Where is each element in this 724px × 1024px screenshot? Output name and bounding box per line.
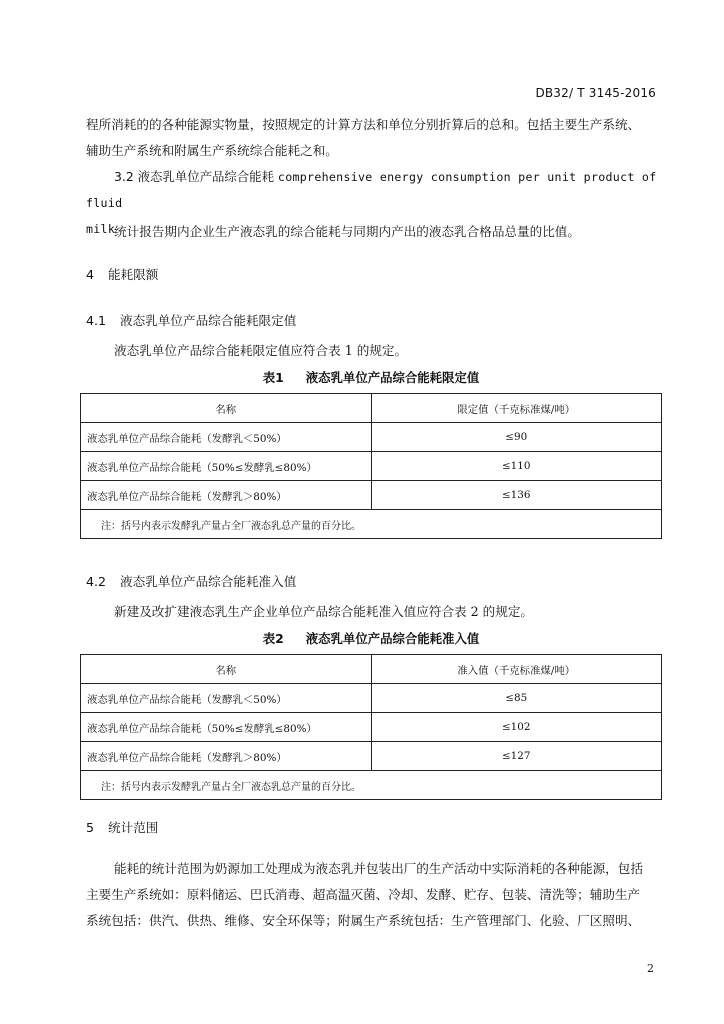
table-1 xyxy=(80,393,662,539)
table-cell-name: 液态乳单位产品综合能耗（50%≤发酵乳≤80%） xyxy=(81,713,372,742)
definition-term-en-2: milk xyxy=(86,222,116,236)
table-2 xyxy=(80,654,662,800)
section-5-line-3: 系统包括：供汽、供热、维修、安全环保等；附属生产系统包括：生产管理部门、化验、厂区照明、 xyxy=(86,913,641,928)
section-5-line-1: 能耗的统计范围为奶源加工处理成为液态乳并包装出厂的生产活动中实际消耗的各种能源，包括 xyxy=(114,861,643,876)
section-4-2-text: 新建及改扩建液态乳生产企业单位产品综合能耗准入值应符合表 2 的规定。 xyxy=(114,604,534,619)
table-1-header-name: 名称 xyxy=(81,394,372,423)
intro-line-2: 辅助生产系统和附属生产系统综合能耗之和。 xyxy=(86,143,338,158)
definition-text: 统计报告期内企业生产液态乳的综合能耗与同期内产出的液态乳合格品总量的比值。 xyxy=(114,224,580,239)
section-4-2-heading xyxy=(86,571,296,590)
table-cell-value: ≤136 xyxy=(371,481,662,510)
table-row xyxy=(81,742,662,771)
table-1-header-value: 限定值（千克标准煤/吨） xyxy=(371,394,662,423)
table-row xyxy=(81,452,662,481)
table-2-note: 注：括号内表示发酵乳产量占全厂液态乳总产量的百分比。 xyxy=(81,771,662,800)
table-row xyxy=(81,481,662,510)
table-1-note: 注：括号内表示发酵乳产量占全厂液态乳总产量的百分比。 xyxy=(81,510,662,539)
table-cell-name: 液态乳单位产品综合能耗（发酵乳＜50%） xyxy=(81,684,372,713)
section-4-1-heading xyxy=(86,310,296,329)
table-1-note-row xyxy=(81,510,662,539)
table-cell-name: 液态乳单位产品综合能耗（50%≤发酵乳≤80%） xyxy=(81,452,372,481)
table-row xyxy=(81,713,662,742)
table-cell-name: 液态乳单位产品综合能耗（发酵乳＞80%） xyxy=(81,742,372,771)
section-4-1-text: 液态乳单位产品综合能耗限定值应符合表 1 的规定。 xyxy=(114,343,408,358)
table-row xyxy=(81,423,662,452)
section-4-1-number: 4.1 xyxy=(86,313,107,328)
definition-term-cn: 液态乳单位产品综合能耗 xyxy=(137,169,274,184)
section-4-number: 4 xyxy=(86,267,95,282)
table-2-header-value: 准入值（千克标准煤/吨） xyxy=(371,655,662,684)
section-4-title: 能耗限额 xyxy=(108,267,159,282)
table-2-title: 液态乳单位产品综合能耗准入值 xyxy=(305,631,480,646)
standard-code-header: DB32/ T 3145-2016 xyxy=(535,86,656,100)
table-cell-value: ≤110 xyxy=(371,452,662,481)
intro-paragraph xyxy=(86,112,661,164)
table-cell-value: ≤102 xyxy=(371,713,662,742)
section-5-line-2: 主要生产系统如：原料储运、巴氏消毒、超高温灭菌、冷却、发酵、贮存、包装、清洗等；辅助生产 xyxy=(86,887,641,902)
table-1-label: 表1 xyxy=(262,370,284,385)
section-5-title: 统计范围 xyxy=(108,820,159,835)
section-5-heading xyxy=(86,817,158,836)
table-1-header-row xyxy=(81,394,662,423)
section-4-2-title: 液态乳单位产品综合能耗准入值 xyxy=(120,574,297,589)
table-2-note-row xyxy=(81,771,662,800)
section-4-1-title: 液态乳单位产品综合能耗限定值 xyxy=(120,313,297,328)
section-5-paragraph xyxy=(86,856,661,934)
table-2-header-row xyxy=(81,655,662,684)
section-4-2-number: 4.2 xyxy=(86,574,107,589)
table-cell-name: 液态乳单位产品综合能耗（发酵乳＜50%） xyxy=(81,423,372,452)
table-row xyxy=(81,684,662,713)
page-number: 2 xyxy=(647,962,654,975)
definition-number: 3.2 xyxy=(114,169,134,184)
table-2-header-name: 名称 xyxy=(81,655,372,684)
table-2-label: 表2 xyxy=(262,631,284,646)
table-2-caption xyxy=(80,629,662,647)
table-1-title: 液态乳单位产品综合能耗限定值 xyxy=(305,370,480,385)
table-cell-value: ≤85 xyxy=(371,684,662,713)
intro-line-1: 程所消耗的的各种能源实物量，按照规定的计算方法和单位分别折算后的总和。包括主要生产系统、 xyxy=(86,117,641,132)
table-1-caption xyxy=(80,368,662,386)
section-5-number: 5 xyxy=(86,820,95,835)
table-cell-value: ≤90 xyxy=(371,423,662,452)
section-4-heading xyxy=(86,264,158,283)
table-cell-name: 液态乳单位产品综合能耗（发酵乳＞80%） xyxy=(81,481,372,510)
table-cell-value: ≤127 xyxy=(371,742,662,771)
definition-term-en-1: comprehensive energy consumption per unit product of fluid xyxy=(86,170,657,210)
